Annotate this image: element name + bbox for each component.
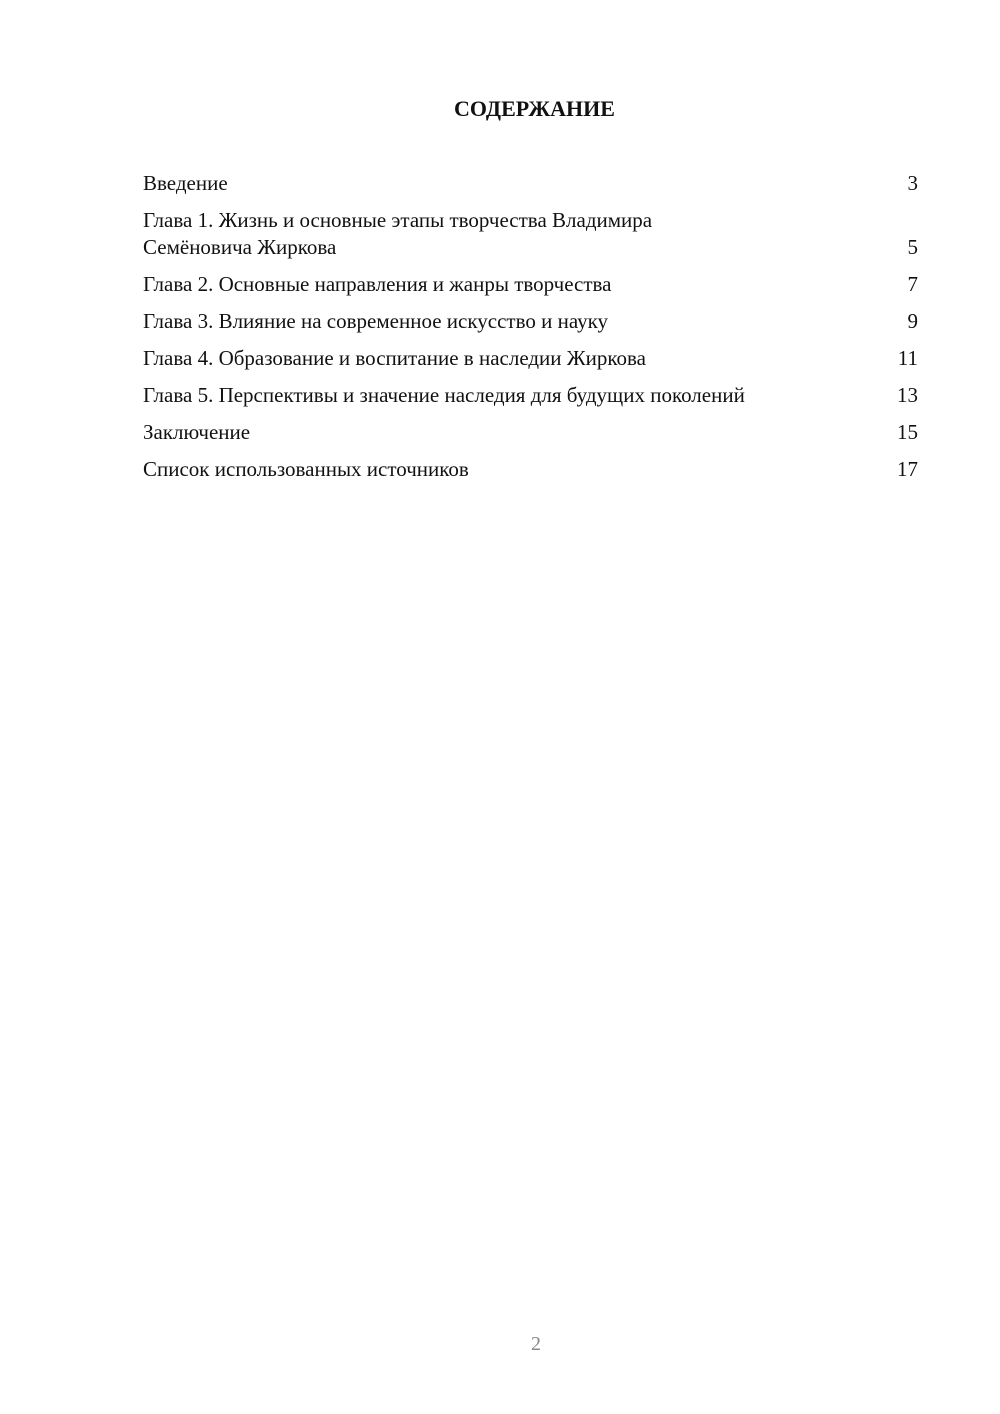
toc-entry-page: 3 — [907, 171, 918, 195]
toc-entry-page: 9 — [907, 309, 918, 333]
toc-title: СОДЕРЖАНИЕ — [454, 96, 615, 121]
toc-entry-page: 11 — [897, 346, 918, 370]
toc-entry-references — [143, 456, 918, 483]
toc-entry-introduction — [143, 170, 918, 197]
toc-entry-page: 5 — [907, 235, 918, 259]
toc-entry-label: Глава 5. Перспективы и значение наследия для будущих поколений — [143, 383, 745, 407]
toc-entry-label: Список использованных источников — [143, 457, 469, 481]
toc-entry-page: 17 — [897, 457, 918, 481]
table-of-contents — [143, 170, 918, 493]
toc-title-container — [143, 94, 918, 124]
toc-entry-label: Глава 3. Влияние на современное искусство и науку — [143, 309, 608, 333]
toc-entry-label: Глава 4. Образование и воспитание в наследии Жиркова — [143, 346, 646, 370]
toc-entry-label: Заключение — [143, 420, 251, 444]
toc-entry-label: Глава 2. Основные направления и жанры творчества — [143, 272, 612, 296]
toc-entry-chapter-4 — [143, 345, 918, 372]
toc-entry-label: Введение — [143, 171, 228, 195]
toc-entry-page: 15 — [897, 420, 918, 444]
toc-entry-page: 13 — [897, 383, 918, 407]
toc-entry-chapter-3 — [143, 308, 918, 335]
toc-entry-label: Глава 1. Жизнь и основные этапы творчества Владимира Семёновича Жиркова — [143, 208, 653, 259]
toc-entry-chapter-1 — [143, 207, 918, 261]
toc-entry-conclusion — [143, 419, 918, 446]
page-number: 2 — [531, 1333, 541, 1355]
toc-entry-chapter-5 — [143, 382, 918, 409]
toc-entry-page: 7 — [907, 272, 918, 296]
toc-entry-chapter-2 — [143, 271, 918, 298]
